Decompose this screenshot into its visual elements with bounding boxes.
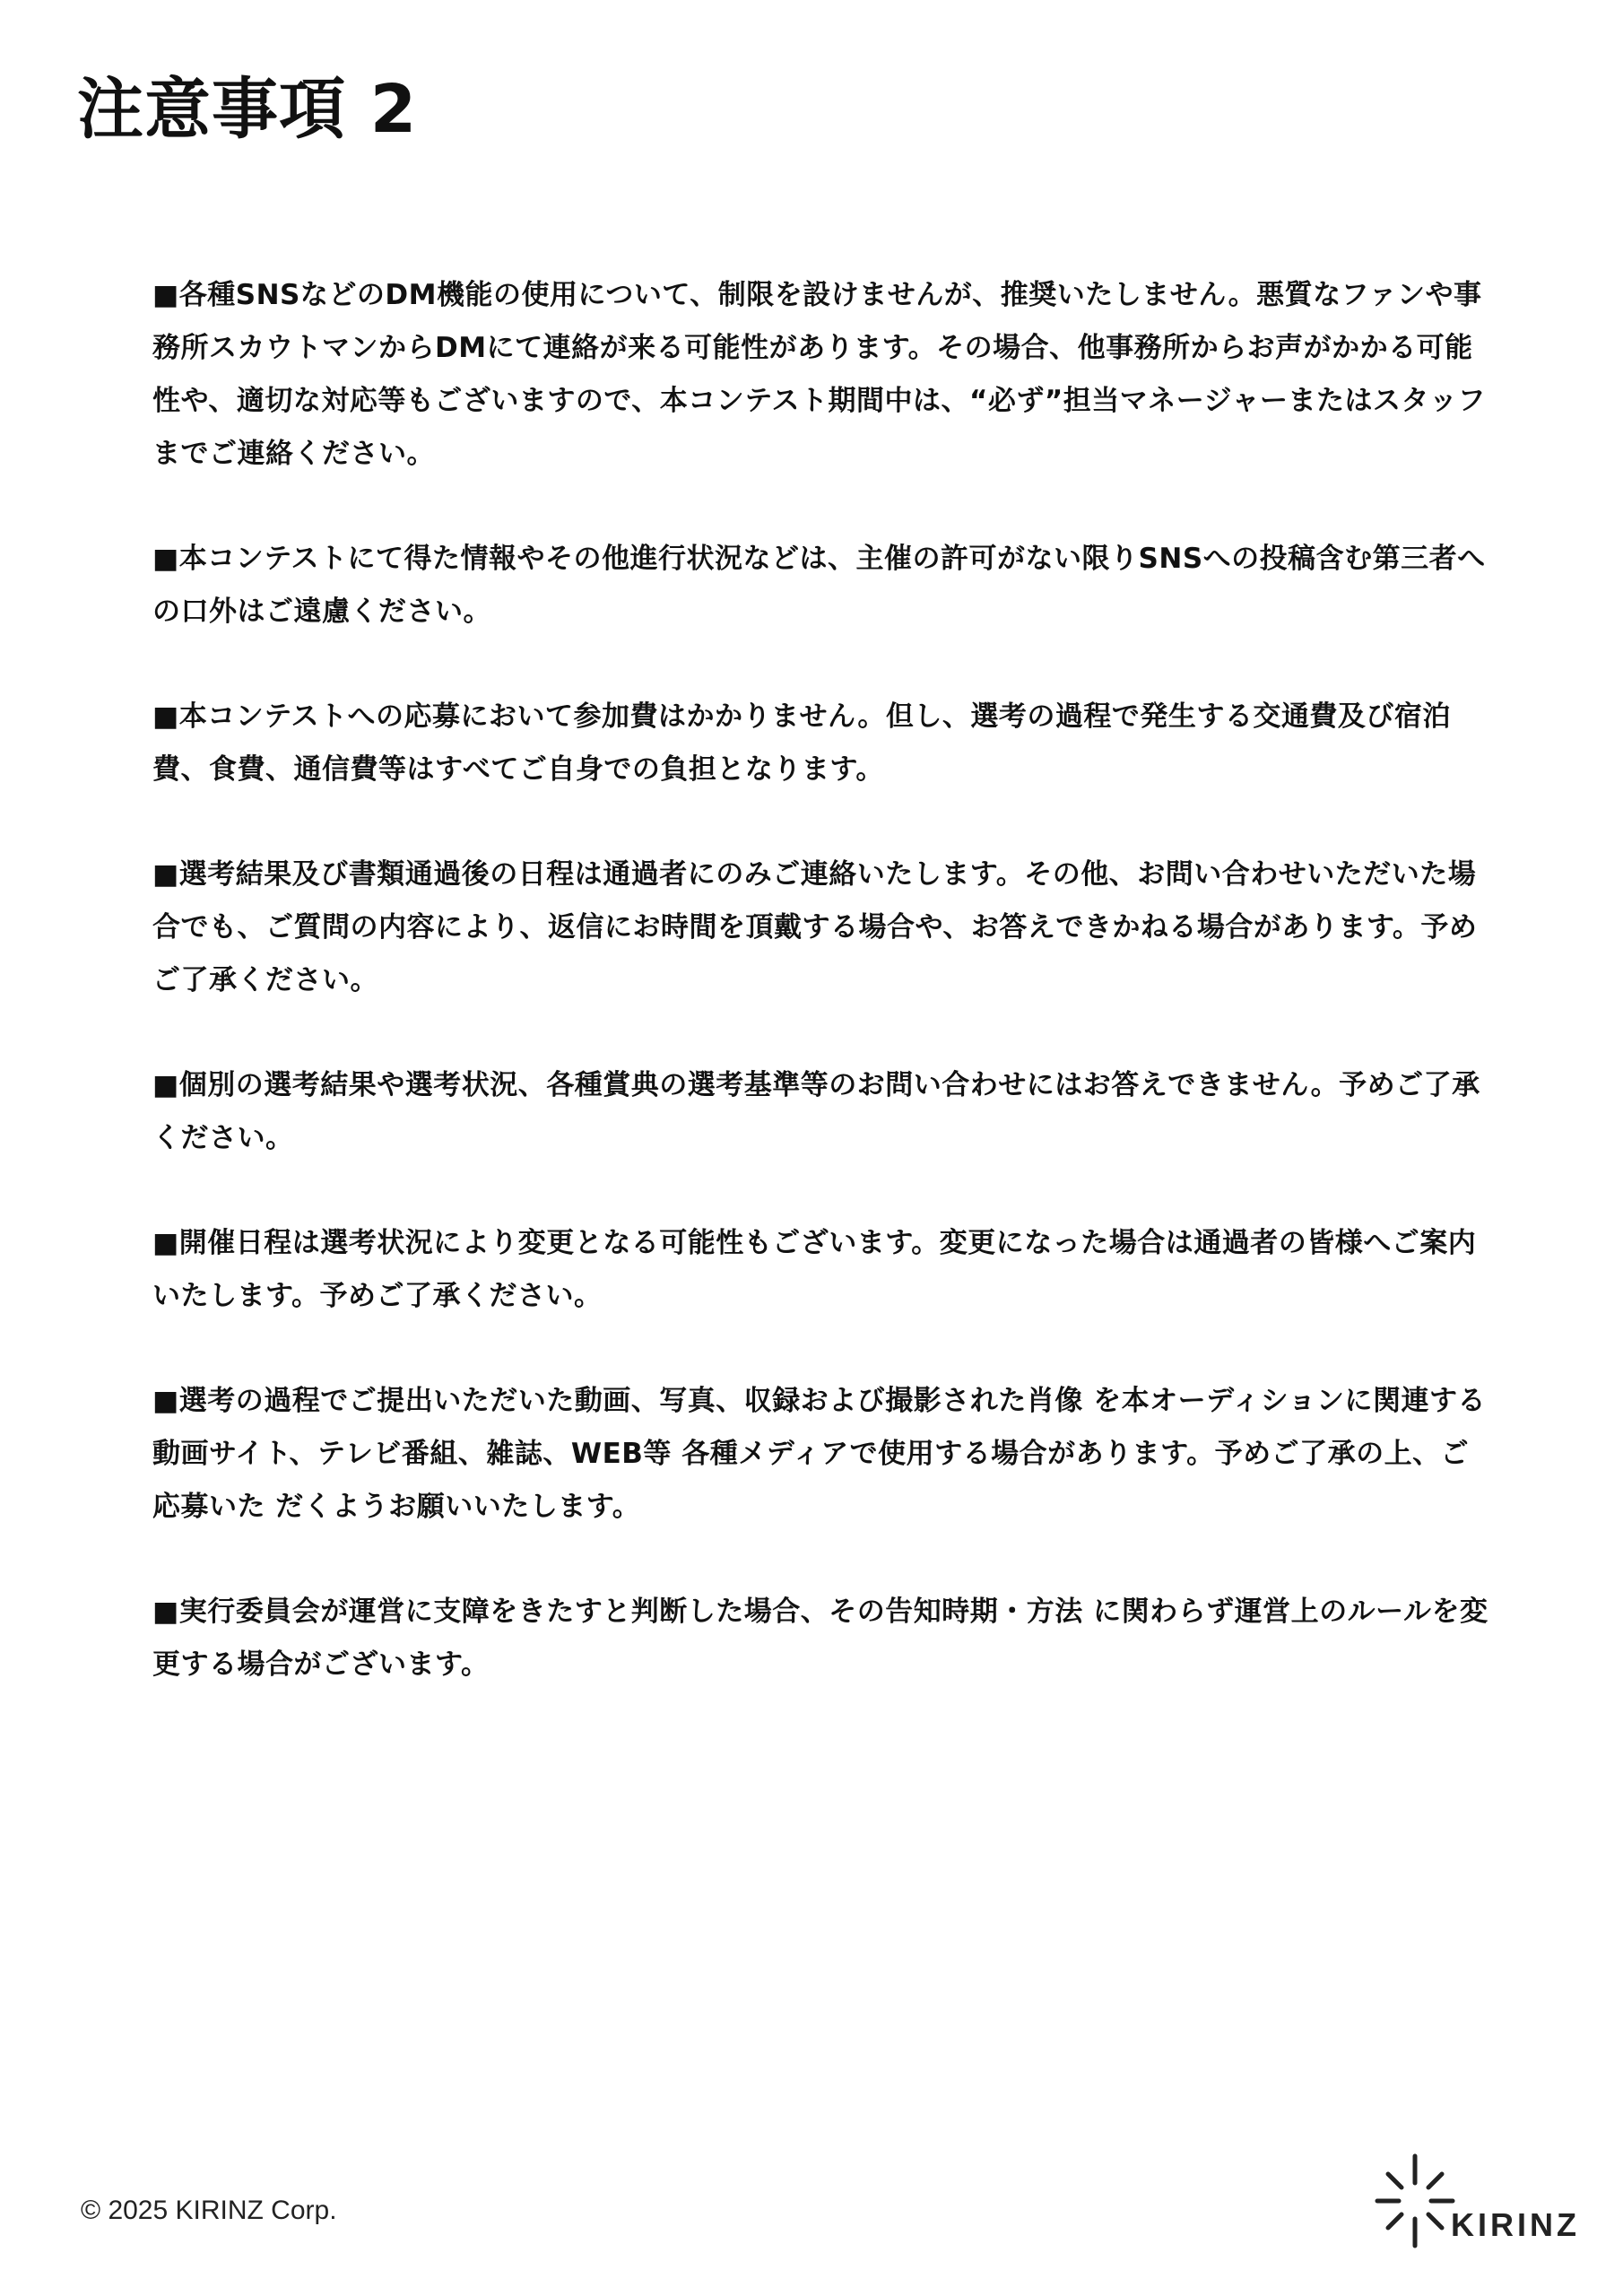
brand-logo xyxy=(1372,2152,1587,2251)
notes-list xyxy=(152,269,1488,1744)
note-dm-usage: ■各種SNSなどのDM機能の使用について、制限を設けませんが、推奨いたしません。悪質なファンや事務所スカウトマンからDMにて連絡が来る可能性があります。その場合、他事務所からお声がかかる可能性や、適切な対応等もございますので、本コンテスト期間中は、“必ず”担当マネージャーまたはスタッフまでご連絡ください。 xyxy=(152,279,1487,470)
note-result-notification: ■選考結果及び書類通過後の日程は通過者にのみご連絡いたします。その他、お問い合わせいただいた場合でも、ご質問の内容により、返信にお時間を頂戴する場合や、お答えできかねる場合があります。予めご了承ください。 xyxy=(152,858,1478,996)
note-confidentiality: ■本コンテストにて得た情報やその他進行状況などは、主催の許可がない限りSNSへの投稿含む第三者への口外はご遠慮ください。 xyxy=(152,543,1486,628)
page-title: 注意事項 2 xyxy=(77,71,418,148)
sparkle-logo-icon xyxy=(1372,2152,1462,2251)
note-selection-inquiries: ■個別の選考結果や選考状況、各種賞典の選考基準等のお問い合わせにはお答えできません。予めご了承ください。 xyxy=(152,1069,1480,1154)
note-schedule-change: ■開催日程は選考状況により変更となる可能性もございます。変更になった場合は通過者の皆様へご案内いたします。予めご了承ください。 xyxy=(152,1227,1477,1312)
copyright-text: © 2025 KIRINZ Corp. xyxy=(81,2196,337,2225)
brand-name: KIRINZ xyxy=(1451,2206,1580,2243)
note-media-usage: ■選考の過程でご提出いただいた動画、写真、収録および撮影された肖像 を本オーディションに関連する動画サイト、テレビ番組、雑誌、WEB等 各種メディアで使用する場合があります。予めご了承の上、ご応募いた だくようお願いいたします。 xyxy=(152,1385,1486,1523)
note-rule-change: ■実行委員会が運営に支障をきたすと判断した場合、その告知時期・方法 に関わらず運営上のルールを変更する場合がございます。 xyxy=(152,1596,1488,1681)
note-participation-fee: ■本コンテストへの応募において参加費はかかりません。但し、選考の過程で発生する交通費及び宿泊費、食費、通信費等はすべてご自身での負担となります。 xyxy=(152,700,1451,786)
